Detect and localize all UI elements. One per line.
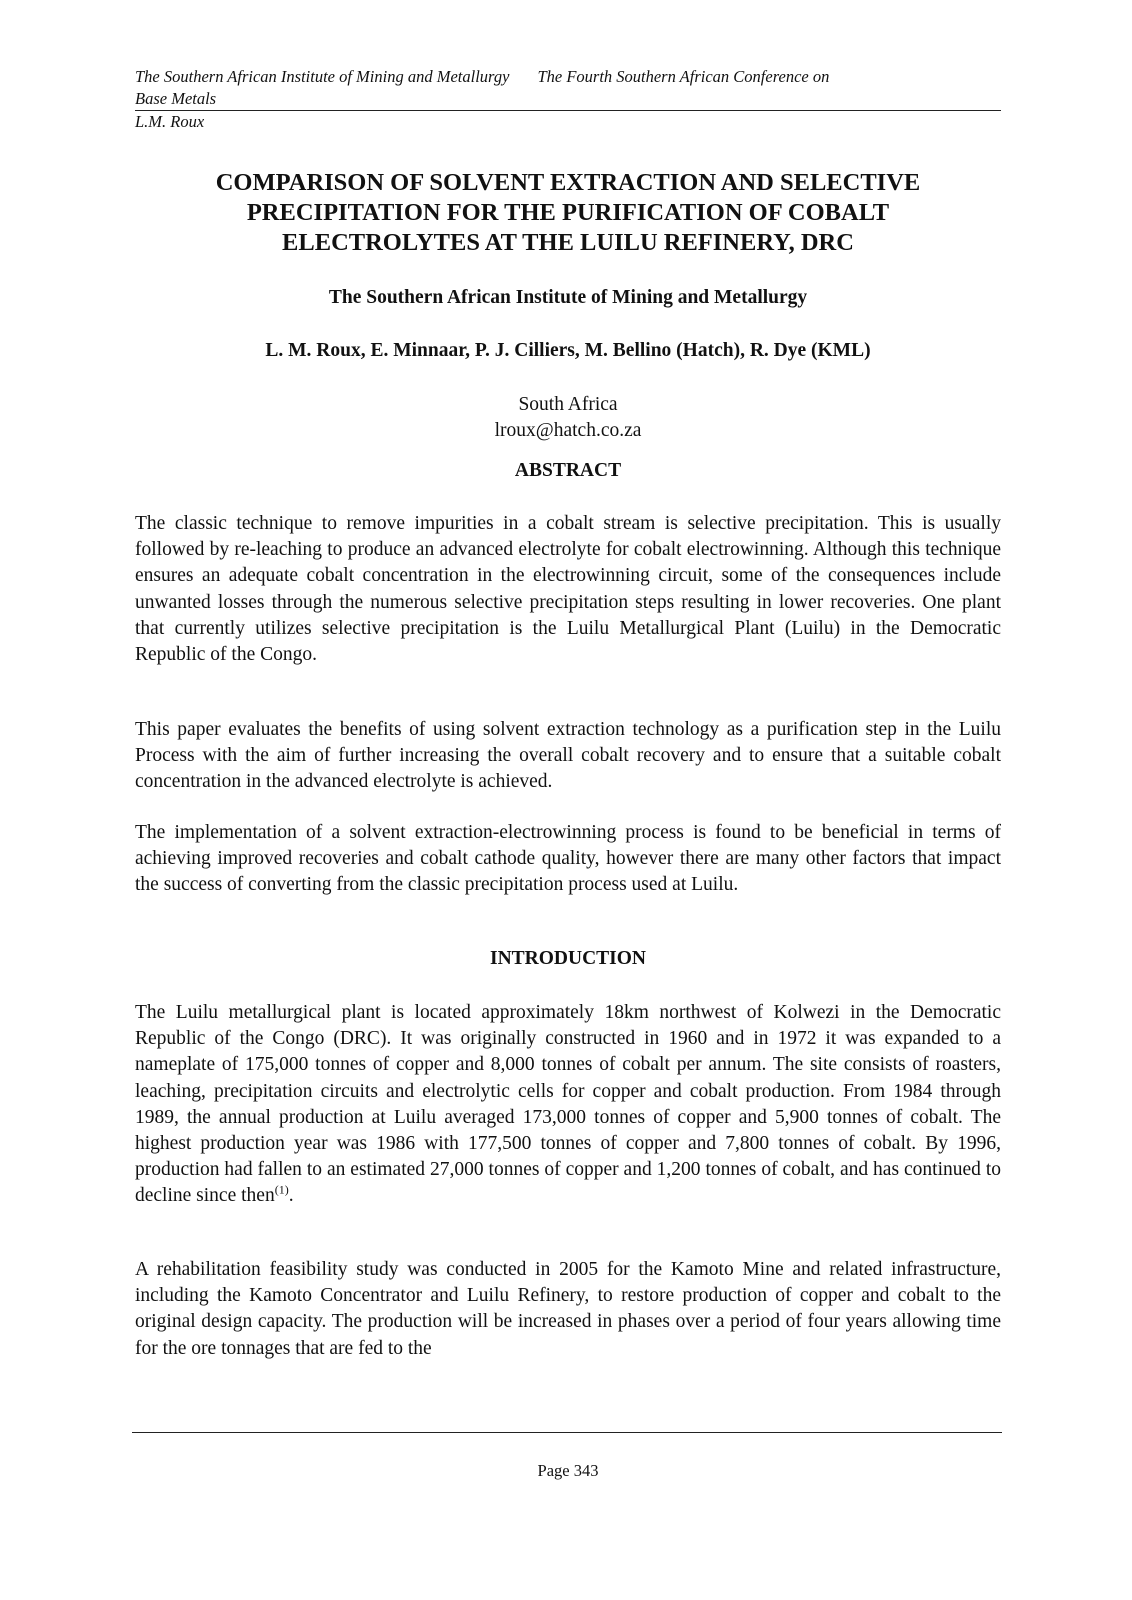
- abstract-heading: ABSTRACT: [514, 460, 622, 481]
- author-list: L. M. Roux, E. Minnaar, P. J. Cilliers, M. Bellino (Hatch), R. Dye (KML): [265, 340, 871, 361]
- header-conference-line: [135, 66, 1001, 111]
- footer-divider: [132, 1432, 1002, 1433]
- running-header: [135, 66, 1001, 133]
- author-institute: The Southern African Institute of Mining and Metallurgy: [328, 287, 808, 308]
- country: South Africa: [518, 394, 618, 415]
- paper-title: [135, 168, 1001, 258]
- header-author: L.M. Roux: [135, 112, 205, 131]
- sentence-end: .: [288, 1185, 294, 1207]
- introduction-paragraph-1: [135, 1000, 1001, 1210]
- abstract-paragraph-2: This paper evaluates the benefits of using solvent extraction technology as a purification step in the Luilu Process with the aim of further increasing the overall cobalt recovery and to ensure that a suitable cobalt concentration in the advanced electrolyte is achieved.: [135, 719, 1001, 793]
- abstract-paragraph-1: The classic technique to remove impurities in a cobalt stream is selective precipitation. This is usually followed by re-leaching to produce an advanced electrolyte for cobalt electrowinning. Although this technique ensures an adequate cobalt concentration in the electrowinning circuit, some of the consequences include unwanted losses through the numerous selective precipitation steps resulting in lower recoveries. One plant that currently utilizes selective precipitation is the Luilu Metallurgical Plant (Luilu) in the Democratic Republic of the Congo.: [135, 513, 1001, 666]
- title-line-2: PRECIPITATION FOR THE PURIFICATION OF COBALT: [246, 199, 890, 226]
- header-institute: The Southern African Institute of Mining and Metallurgy: [135, 67, 510, 86]
- email-address: lroux@hatch.co.za: [494, 420, 642, 441]
- header-conference-cont: Base Metals: [135, 89, 217, 108]
- title-line-1: COMPARISON OF SOLVENT EXTRACTION AND SELECTIVE: [215, 169, 921, 196]
- introduction-paragraph-1-text: The Luilu metallurgical plant is located approximately 18km northwest of Kolwezi in the Democratic Republic of the Congo (DRC). It was originally constructed in 1960 and in 1972 it was expanded to a nameplate of 175,000 tonnes of copper and 8,000 tonnes of cobalt per annum. The site consists of roasters, leaching, precipitation circuits and electrolytic cells for copper and cobalt production. From 1984 through 1989, the annual production at Luilu averaged 173,000 tonnes of copper and 5,900 tonnes of cobalt. The highest production year was 1986 with 177,500 tonnes of copper and 7,800 tonnes of cobalt. By 1996, production had fallen to an estimated 27,000 tonnes of copper and 1,200 tonnes of cobalt, and has continued to decline since then: [135, 1002, 1001, 1207]
- introduction-paragraph-2: A rehabilitation feasibility study was conducted in 2005 for the Kamoto Mine and related infrastructure, including the Kamoto Concentrator and Luilu Refinery, to restore production of copper and cobalt to the original design capacity. The production will be increased in phases over a period of four years allowing time for the ore tonnages that are fed to the: [135, 1259, 1001, 1359]
- title-line-3: ELECTROLYTES AT THE LUILU REFINERY, DRC: [282, 229, 854, 256]
- reference-marker: (1): [274, 1182, 289, 1197]
- introduction-heading: INTRODUCTION: [489, 948, 647, 969]
- author-location: [135, 392, 1001, 444]
- header-conference: The Fourth Southern African Conference on: [537, 67, 830, 86]
- abstract-paragraph-3: The implementation of a solvent extraction-electrowinning process is found to be beneficial in terms of achieving improved recoveries and cobalt cathode quality, however there are many other factors that impact the success of converting from the classic precipitation process used at Luilu.: [135, 822, 1001, 896]
- page-number: Page 343: [537, 1461, 599, 1480]
